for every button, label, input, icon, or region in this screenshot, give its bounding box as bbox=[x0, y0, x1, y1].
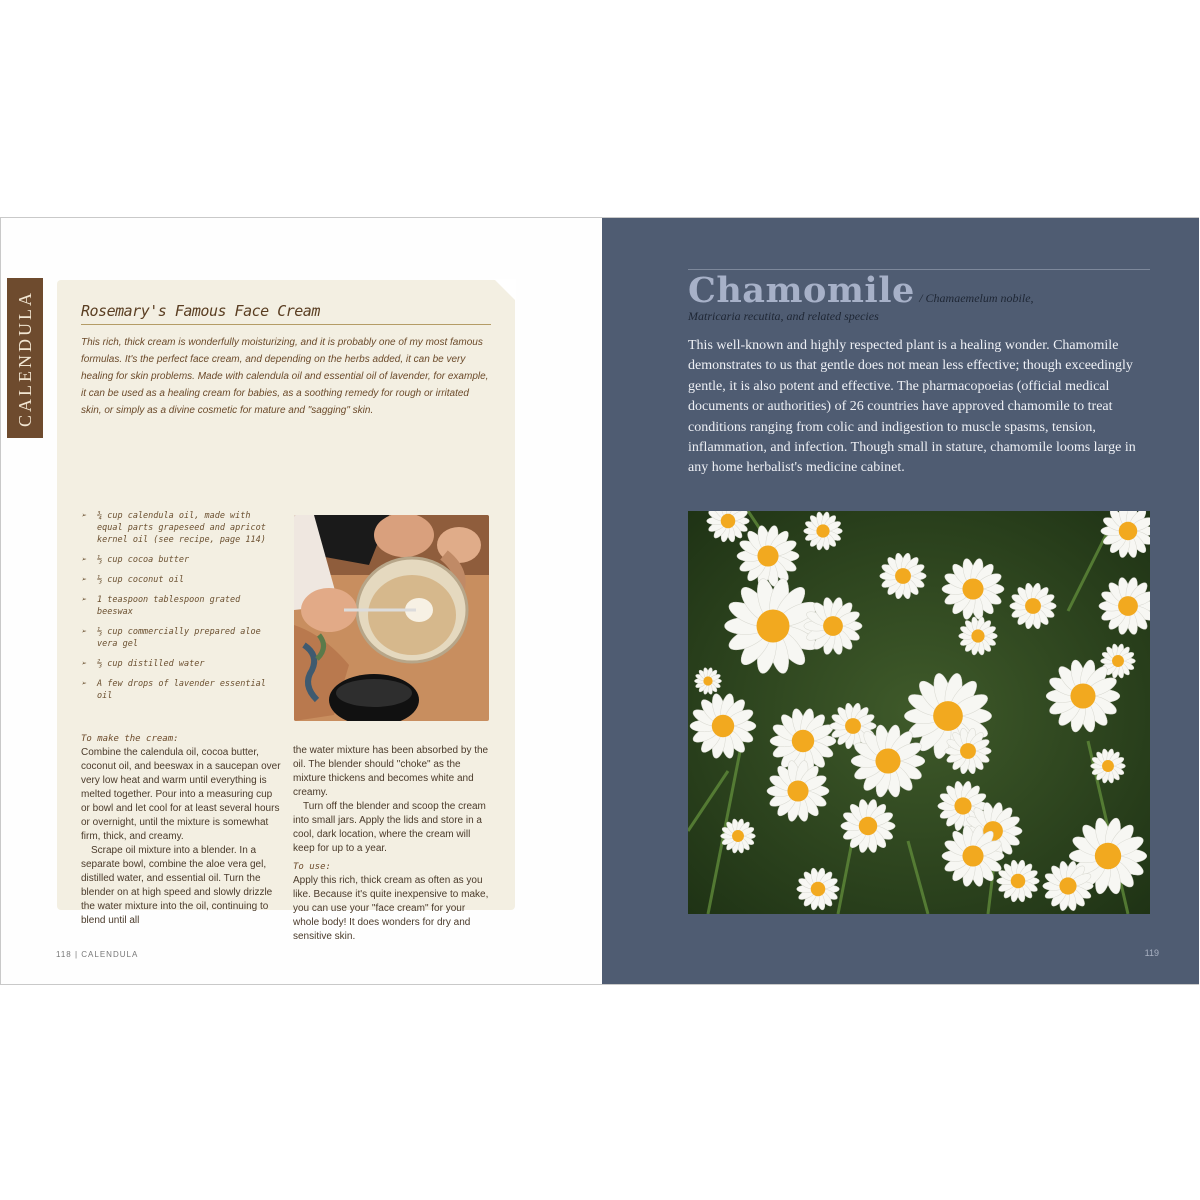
ingredient-item: ➢ ⅓ cup cocoa butter bbox=[81, 555, 190, 565]
method-paragraph: the water mixture has been absorbed by the oil. The blender should "choke" as the mixture thickens and becomes white and creamy. bbox=[293, 745, 489, 798]
ingredient-item: ➢ A few drops of lavender essential oil bbox=[81, 679, 266, 701]
arrow-bullet-icon: ➢ bbox=[81, 511, 87, 521]
method-paragraph: Scrape oil mixture into a blender. In a separate bowl, combine the aloe vera gel, distilled water, and essential oil. Turn the blender on at high speed and slowly drizzle the water mixture into the oil, continuing to blend until all bbox=[81, 845, 273, 926]
arrow-bullet-icon: ➢ bbox=[81, 575, 87, 585]
card-corner-fold bbox=[494, 279, 516, 301]
ingredient-item: ➢ ¾ cup calendula oil, made with equal parts grapeseed and apricot kernel oil (see recipe, page 114) bbox=[81, 511, 266, 545]
page-folio-left: 118 | CALENDULA bbox=[56, 950, 139, 959]
ingredient-item: ➢ 1 teaspoon tablespoon grated beeswax bbox=[81, 595, 241, 617]
recipe-intro: This rich, thick cream is wonderfully moisturizing, and it is probably one of my most famous formulas. It's the perfect face cream, and depending on the herbs added, it can be very healing for skin problems. Made with calendula oil and essential oil of lavender, for example, it can be used as a healing cream for babies, as a soothing remedy for rough or irritated skin, or simply as a divine cosmetic for mature and "sagging" skin. bbox=[81, 337, 489, 416]
method-paragraph: Combine the calendula oil, cocoa butter, coconut oil, and beeswax in a saucepan over very low heat and warm until everything is melted together. Pour into a measuring cup or bowl and let cool for at least several hours or overnight, until the mixture is somewhat firm, thick, and creamy. bbox=[81, 747, 281, 842]
herb-title: Chamomile bbox=[688, 270, 915, 311]
arrow-bullet-icon: ➢ bbox=[81, 679, 87, 689]
recipe-card bbox=[57, 280, 515, 942]
arrow-bullet-icon: ➢ bbox=[81, 595, 87, 605]
method-column-right bbox=[293, 744, 493, 944]
ingredient-item: ➢ ⅓ cup coconut oil bbox=[81, 575, 184, 585]
arrow-bullet-icon: ➢ bbox=[81, 627, 87, 637]
arrow-bullet-icon: ➢ bbox=[81, 659, 87, 669]
chamomile-photo bbox=[688, 511, 1150, 914]
use-paragraph: Apply this rich, thick cream as often as you like. Because it's quite inexpensive to make, you can use your "face cream" for your whole body! It does wonders for dry and sensitive skin. bbox=[293, 875, 489, 942]
method-paragraph: Turn off the blender and scoop the cream into small jars. Apply the lids and store in a cool, dark location, where the cream will keep for up to a year. bbox=[293, 801, 486, 854]
arrow-bullet-icon: ➢ bbox=[81, 555, 87, 565]
herb-description: This well-known and highly respected plant is a healing wonder. Chamomile demonstrates to us that gentle does not mean less effective; though exceedingly gentle, it is also potent and effective. The pharmacopoeias (official medical documents or authorities) of 26 countries have approved chamomile to treat conditions ranging from colic and indigestion to muscle spasms, tension, inflammation, and infection. Though small in stature, chamomile looms large in any home herbalist's medicine cabinet. bbox=[688, 338, 1136, 476]
ingredient-list bbox=[81, 510, 271, 710]
right-page bbox=[602, 218, 1199, 984]
chapter-tab bbox=[7, 278, 43, 438]
chapter-tab-label: CALENDULA bbox=[14, 289, 35, 427]
latin-name: / Chamaemelum nobile, bbox=[919, 291, 1034, 305]
method-column-left bbox=[81, 732, 281, 928]
ingredient-item: ➢ ⅔ cup distilled water bbox=[81, 659, 205, 669]
method-heading: To make the cream: bbox=[81, 734, 179, 744]
latin-name-line2: Matricaria recutita, and related species bbox=[688, 309, 879, 323]
recipe-title: Rosemary's Famous Face Cream bbox=[81, 302, 491, 325]
page-folio-right: 119 bbox=[1144, 948, 1159, 958]
left-page bbox=[1, 218, 602, 984]
blender-photo bbox=[294, 515, 489, 721]
book-spread bbox=[0, 217, 1199, 985]
herb-heading bbox=[688, 270, 1158, 311]
ingredient-item: ➢ ⅓ cup commercially prepared aloe vera gel bbox=[81, 627, 261, 649]
use-heading: To use: bbox=[293, 862, 331, 872]
